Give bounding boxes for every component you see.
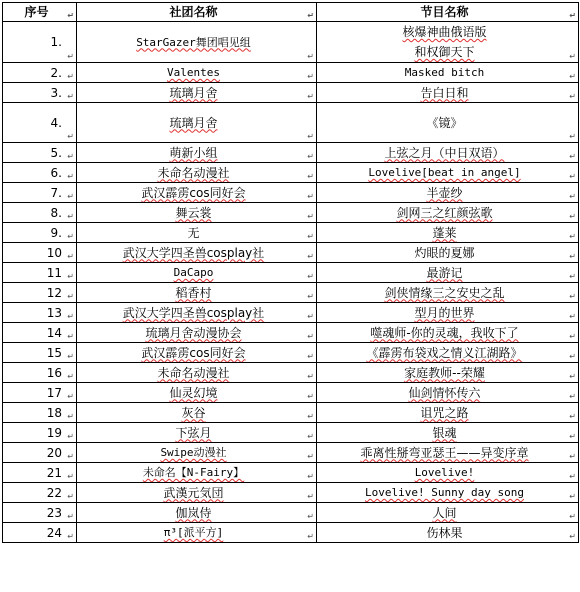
- cell-club-name: DaCapo ↵: [77, 263, 317, 283]
- cell-show-name: Masked bitch ↵: [317, 63, 579, 83]
- paragraph-mark: ↵: [307, 472, 314, 481]
- header-cell-show: 节目名称 ↵: [317, 3, 579, 22]
- paragraph-mark: ↵: [569, 92, 576, 101]
- table-row: [3, 183, 579, 203]
- paragraph-mark: ↵: [307, 72, 314, 81]
- table-row: [3, 423, 579, 443]
- paragraph-mark: ↵: [569, 392, 576, 401]
- paragraph-mark: ↵: [67, 312, 74, 321]
- paragraph-mark: ↵: [67, 492, 74, 501]
- table-row: [3, 303, 579, 323]
- cell-show-name: 噬魂师-你的灵魂，我收下了 ↵: [317, 323, 579, 343]
- paragraph-mark: ↵: [569, 412, 576, 421]
- cell-club-name: 武汉霹雳cos同好会 ↵: [77, 343, 317, 363]
- paragraph-mark: ↵: [569, 372, 576, 381]
- paragraph-mark: ↵: [307, 11, 314, 20]
- cell-number: 10 ↵: [3, 243, 77, 263]
- paragraph-mark: ↵: [569, 312, 576, 321]
- cell-show-name: 上弦之月（中日双语） ↵: [317, 143, 579, 163]
- table-row: [3, 483, 579, 503]
- paragraph-mark: ↵: [307, 312, 314, 321]
- program-table: [2, 2, 579, 543]
- table-row: [3, 103, 579, 143]
- paragraph-mark: ↵: [67, 132, 74, 141]
- paragraph-mark: ↵: [569, 332, 576, 341]
- cell-club-name: 舞云裳 ↵: [77, 203, 317, 223]
- paragraph-mark: ↵: [307, 512, 314, 521]
- cell-club-name: 未命名动漫社 ↵: [77, 163, 317, 183]
- cell-show-name: 剑侠情缘三之安史之乱 ↵: [317, 283, 579, 303]
- cell-number: 3. ↵: [3, 83, 77, 103]
- paragraph-mark: ↵: [569, 532, 576, 541]
- cell-number: 21 ↵: [3, 463, 77, 483]
- cell-show-name: Lovelive[beat in angel] ↵: [317, 163, 579, 183]
- paragraph-mark: ↵: [67, 352, 74, 361]
- table-row: [3, 83, 579, 103]
- cell-club-name: 未命名动漫社 ↵: [77, 363, 317, 383]
- cell-club-name: π³[派平方] ↵: [77, 523, 317, 543]
- paragraph-mark: ↵: [307, 212, 314, 221]
- cell-show-name: 告白日和 ↵: [317, 83, 579, 103]
- table-row: [3, 363, 579, 383]
- cell-number: 12 ↵: [3, 283, 77, 303]
- cell-club-name: 武汉大学四圣兽cosplay社 ↵: [77, 303, 317, 323]
- paragraph-mark: ↵: [569, 492, 576, 501]
- paragraph-mark: ↵: [67, 52, 74, 61]
- paragraph-mark: ↵: [307, 452, 314, 461]
- cell-number: 18 ↵: [3, 403, 77, 423]
- paragraph-mark: ↵: [569, 11, 576, 20]
- cell-club-name: StarGazer舞团唱见组 ↵: [77, 22, 317, 63]
- cell-show-name: 家庭教师--荣耀 ↵: [317, 363, 579, 383]
- cell-show-name: 蓬莱 ↵: [317, 223, 579, 243]
- paragraph-mark: ↵: [307, 352, 314, 361]
- cell-show-name: 《霹雳布袋戏之情义江湖路》 ↵: [317, 343, 579, 363]
- table-row: [3, 403, 579, 423]
- cell-club-name: 琉璃月舍 ↵: [77, 103, 317, 143]
- paragraph-mark: ↵: [569, 472, 576, 481]
- table-row: [3, 503, 579, 523]
- cell-number: 19 ↵: [3, 423, 77, 443]
- cell-number: 1. ↵: [3, 22, 77, 63]
- cell-number: 5. ↵: [3, 143, 77, 163]
- paragraph-mark: ↵: [307, 332, 314, 341]
- cell-show-name: 《镜》 ↵: [317, 103, 579, 143]
- paragraph-mark: ↵: [307, 272, 314, 281]
- cell-club-name: 琉璃月舍 ↵: [77, 83, 317, 103]
- cell-number: 11 ↵: [3, 263, 77, 283]
- cell-number: 23 ↵: [3, 503, 77, 523]
- cell-club-name: 萌新小组 ↵: [77, 143, 317, 163]
- paragraph-mark: ↵: [67, 512, 74, 521]
- paragraph-mark: ↵: [67, 92, 74, 101]
- paragraph-mark: ↵: [307, 432, 314, 441]
- cell-club-name: 稻香村 ↵: [77, 283, 317, 303]
- paragraph-mark: ↵: [569, 292, 576, 301]
- table-row: [3, 283, 579, 303]
- paragraph-mark: ↵: [67, 472, 74, 481]
- table-row: [3, 463, 579, 483]
- cell-number: 14 ↵: [3, 323, 77, 343]
- cell-show-name: 仙剑情怀传六 ↵: [317, 383, 579, 403]
- paragraph-mark: ↵: [67, 192, 74, 201]
- paragraph-mark: ↵: [67, 72, 74, 81]
- table-row: [3, 343, 579, 363]
- paragraph-mark: ↵: [307, 152, 314, 161]
- cell-show-name: Lovelive! Sunny day song ↵: [317, 483, 579, 503]
- paragraph-mark: ↵: [569, 232, 576, 241]
- paragraph-mark: ↵: [569, 212, 576, 221]
- cell-club-name: Valentes ↵: [77, 63, 317, 83]
- cell-club-name: 伽岚侍 ↵: [77, 503, 317, 523]
- cell-show-name: 半壶纱 ↵: [317, 183, 579, 203]
- paragraph-mark: ↵: [307, 372, 314, 381]
- paragraph-mark: ↵: [307, 492, 314, 501]
- paragraph-mark: ↵: [307, 252, 314, 261]
- table-row: [3, 263, 579, 283]
- paragraph-mark: ↵: [307, 292, 314, 301]
- paragraph-mark: ↵: [67, 292, 74, 301]
- cell-show-name: Lovelive! ↵: [317, 463, 579, 483]
- cell-show-name: 灼眼的夏娜 ↵: [317, 243, 579, 263]
- cell-show-name: 人间 ↵: [317, 503, 579, 523]
- cell-show-name: 乖离性掰弯亚瑟王——异变序章 ↵: [317, 443, 579, 463]
- cell-number: 9. ↵: [3, 223, 77, 243]
- paragraph-mark: ↵: [67, 332, 74, 341]
- table-row: [3, 22, 579, 63]
- paragraph-mark: ↵: [67, 392, 74, 401]
- table-row: [3, 143, 579, 163]
- cell-number: 4. ↵: [3, 103, 77, 143]
- table-row: [3, 63, 579, 83]
- paragraph-mark: ↵: [569, 132, 576, 141]
- paragraph-mark: ↵: [307, 92, 314, 101]
- cell-show-name: 伤林果 ↵: [317, 523, 579, 543]
- paragraph-mark: ↵: [569, 52, 576, 61]
- cell-number: 8. ↵: [3, 203, 77, 223]
- paragraph-mark: ↵: [67, 252, 74, 261]
- cell-club-name: 下弦月 ↵: [77, 423, 317, 443]
- cell-number: 22 ↵: [3, 483, 77, 503]
- header-cell-club: 社团名称 ↵: [77, 3, 317, 22]
- table-row: [3, 323, 579, 343]
- cell-number: 7. ↵: [3, 183, 77, 203]
- cell-number: 24 ↵: [3, 523, 77, 543]
- cell-number: 20 ↵: [3, 443, 77, 463]
- cell-number: 17 ↵: [3, 383, 77, 403]
- cell-show-name: 型月的世界 ↵: [317, 303, 579, 323]
- paragraph-mark: ↵: [569, 352, 576, 361]
- paragraph-mark: ↵: [569, 72, 576, 81]
- cell-club-name: 未命名【N-Fairy】 ↵: [77, 463, 317, 483]
- paragraph-mark: ↵: [307, 392, 314, 401]
- cell-show-name: 核爆神曲俄语版 和权御天下 ↵: [317, 22, 579, 63]
- cell-show-name: 银魂 ↵: [317, 423, 579, 443]
- paragraph-mark: ↵: [67, 212, 74, 221]
- paragraph-mark: ↵: [67, 372, 74, 381]
- table-header-row: [3, 3, 579, 22]
- paragraph-mark: ↵: [67, 11, 74, 20]
- table-row: [3, 523, 579, 543]
- cell-club-name: 武汉大学四圣兽cosplay社 ↵: [77, 243, 317, 263]
- paragraph-mark: ↵: [307, 172, 314, 181]
- paragraph-mark: ↵: [67, 452, 74, 461]
- table-row: [3, 443, 579, 463]
- table-row: [3, 203, 579, 223]
- cell-club-name: 琉璃月舍动漫协会 ↵: [77, 323, 317, 343]
- paragraph-mark: ↵: [569, 272, 576, 281]
- cell-number: 6. ↵: [3, 163, 77, 183]
- table-row: [3, 223, 579, 243]
- paragraph-mark: ↵: [569, 452, 576, 461]
- paragraph-mark: ↵: [569, 512, 576, 521]
- paragraph-mark: ↵: [569, 152, 576, 161]
- paragraph-mark: ↵: [67, 532, 74, 541]
- cell-club-name: Swipe动漫社 ↵: [77, 443, 317, 463]
- paragraph-mark: ↵: [67, 232, 74, 241]
- cell-show-name: 最游记 ↵: [317, 263, 579, 283]
- cell-club-name: 仙灵幻境 ↵: [77, 383, 317, 403]
- table-row: [3, 163, 579, 183]
- paragraph-mark: ↵: [307, 192, 314, 201]
- cell-number: 16 ↵: [3, 363, 77, 383]
- table-row: [3, 243, 579, 263]
- paragraph-mark: ↵: [307, 52, 314, 61]
- paragraph-mark: ↵: [67, 412, 74, 421]
- paragraph-mark: ↵: [569, 252, 576, 261]
- cell-show-name: 剑网三之红颜弦歌 ↵: [317, 203, 579, 223]
- cell-show-name: 诅咒之路 ↵: [317, 403, 579, 423]
- paragraph-mark: ↵: [307, 232, 314, 241]
- cell-number: 15 ↵: [3, 343, 77, 363]
- paragraph-mark: ↵: [67, 152, 74, 161]
- paragraph-mark: ↵: [67, 272, 74, 281]
- paragraph-mark: ↵: [307, 412, 314, 421]
- paragraph-mark: ↵: [569, 172, 576, 181]
- cell-number: 13 ↵: [3, 303, 77, 323]
- paragraph-mark: ↵: [569, 192, 576, 201]
- paragraph-mark: ↵: [307, 532, 314, 541]
- cell-club-name: 无 ↵: [77, 223, 317, 243]
- cell-number: 2. ↵: [3, 63, 77, 83]
- paragraph-mark: ↵: [307, 132, 314, 141]
- paragraph-mark: ↵: [569, 432, 576, 441]
- cell-club-name: 武漢元気団 ↵: [77, 483, 317, 503]
- header-cell-no: 序号 ↵: [3, 3, 77, 22]
- table-row: [3, 383, 579, 403]
- paragraph-mark: ↵: [67, 432, 74, 441]
- cell-club-name: 武汉霹雳cos同好会 ↵: [77, 183, 317, 203]
- paragraph-mark: ↵: [67, 172, 74, 181]
- table-body: [3, 22, 579, 543]
- cell-club-name: 灰谷 ↵: [77, 403, 317, 423]
